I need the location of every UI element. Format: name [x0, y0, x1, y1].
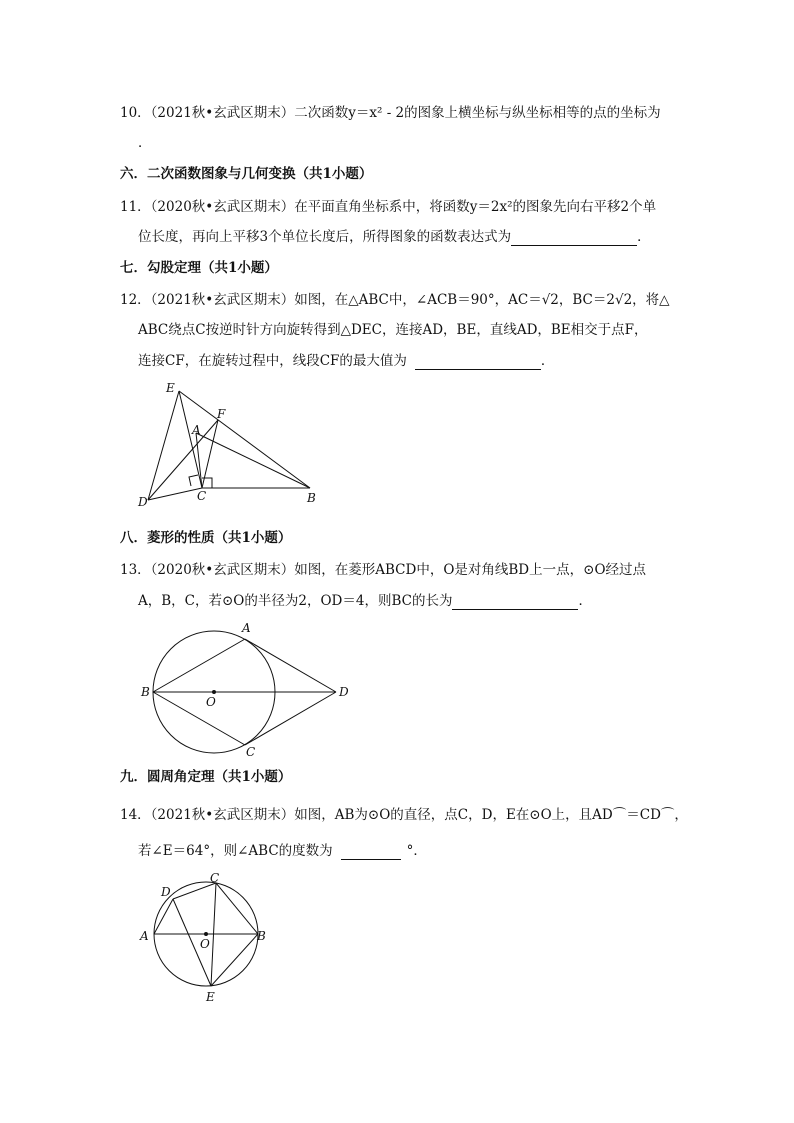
q13-figure — [138, 618, 358, 758]
q13-side-CD — [245, 692, 336, 745]
section-9-title: 九．圆周角定理（共1小题） — [120, 769, 292, 785]
q13-center-point — [212, 690, 216, 694]
q14-figure — [136, 870, 276, 1008]
q12-label-D: D — [138, 495, 148, 508]
q11-answer-blank[interactable] — [511, 231, 637, 246]
q14-center-point — [204, 932, 208, 936]
q10-line1: 10．（2021秋•玄武区期末）二次函数y＝x² - 2的图象上横坐标与纵坐标相等的点的坐标为 — [120, 105, 661, 121]
q13-label-C: C — [246, 745, 256, 758]
q12-line3 — [138, 352, 554, 370]
q12-end: ． — [540, 353, 555, 369]
q12-answer-blank[interactable] — [415, 355, 541, 370]
q14-label-C: C — [210, 871, 220, 885]
q13-line1: 13．（2020秋•玄武区期末）如图，在菱形ABCD中，O是对角线BD上一点，⊙O经过点 — [120, 562, 647, 578]
q10-line2: ． — [138, 135, 152, 151]
q12-seg-DC — [148, 488, 202, 500]
q11-line2 — [138, 228, 651, 246]
q13-end: ． — [578, 593, 592, 609]
q14-answer-blank[interactable] — [341, 845, 401, 860]
q13-side-BC — [153, 692, 245, 745]
q12-right-angle-2 — [189, 475, 198, 486]
q14-line1: 14．（2021秋•玄武区期末）如图，AB为⊙O的直径，点C，D，E在⊙O上，且AD⌒＝CD⌒， — [120, 807, 688, 823]
q14-chord-DC — [173, 883, 216, 899]
q14-line2 — [138, 842, 427, 860]
q14-label-D: D — [161, 885, 171, 899]
q12-label-B: B — [307, 491, 316, 505]
q14-label-B: B — [257, 929, 266, 943]
q12-line2: ABC绕点C按逆时针方向旋转得到△DEC，连接AD，BE，直线AD，BE相交于点F， — [138, 322, 648, 338]
q13-label-D: D — [339, 685, 349, 699]
section-6-title: 六．二次函数图象与几何变换（共1小题） — [120, 166, 373, 182]
q12-figure — [130, 378, 330, 508]
q11-line2-text: 位长度，再向上平移3个单位长度后，所得图象的函数表达式为 — [138, 229, 512, 245]
q12-line3-text: 连接CF，在旋转过程中，线段CF的最大值为 — [138, 353, 407, 369]
q12-label-A: A — [192, 423, 201, 437]
q14-line2-text: 若∠E＝64°，则∠ABC的度数为 — [138, 843, 333, 859]
q11-line1: 11．（2020秋•玄武区期末）在平面直角坐标系中，将函数y＝2x²的图象先向右平移2个单 — [120, 199, 657, 215]
q14-label-E: E — [206, 990, 215, 1004]
q13-label-A: A — [242, 621, 251, 635]
section-8-title: 八．菱形的性质（共1小题） — [120, 530, 292, 546]
q14-end: °． — [406, 843, 427, 859]
q14-label-A: A — [140, 929, 149, 943]
q12-label-E: E — [166, 381, 175, 395]
q13-answer-blank[interactable] — [452, 595, 578, 610]
q13-side-AD — [245, 639, 336, 692]
q13-label-B: B — [141, 685, 150, 699]
q12-seg-DE — [148, 391, 179, 500]
section-7-title: 七．勾股定理（共1小题） — [120, 260, 278, 276]
q12-label-C: C — [197, 489, 207, 503]
q11-end: ． — [637, 229, 651, 245]
q13-side-BA — [153, 639, 245, 692]
q12-line1: 12．（2021秋•玄武区期末）如图，在△ABC中，∠ACB＝90°，AC＝√2，BC＝2√2，将△ — [120, 292, 670, 308]
q12-label-F: F — [217, 407, 226, 421]
q13-label-O: O — [206, 695, 216, 709]
q13-line2-text: A，B，C，若⊙O的半径为2，OD＝4，则BC的长为 — [138, 593, 453, 609]
q13-line2 — [138, 592, 592, 610]
q14-label-O: O — [200, 937, 210, 951]
